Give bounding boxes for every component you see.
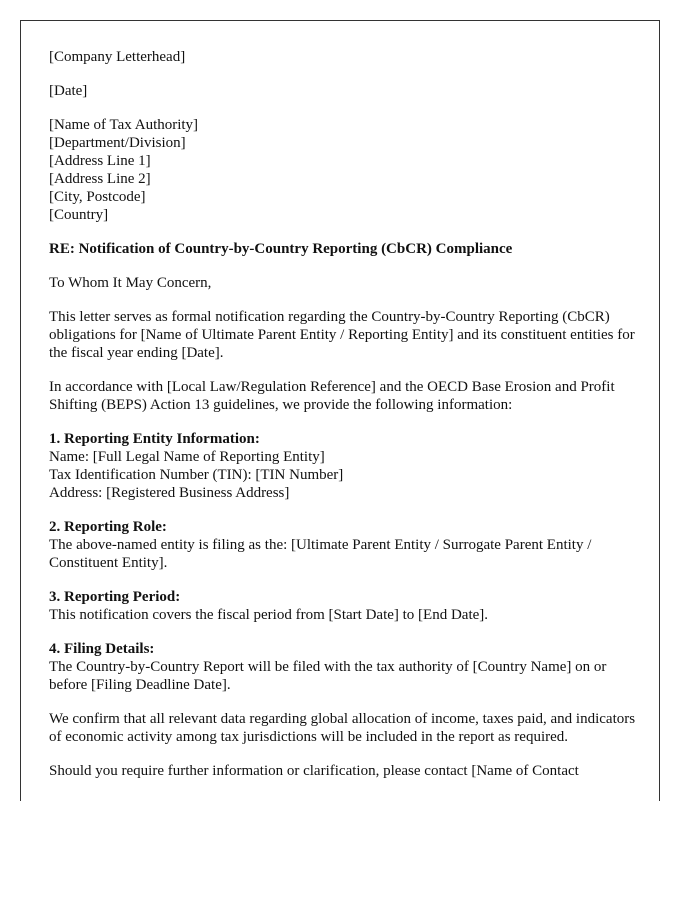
recipient-line: [Name of Tax Authority]: [49, 117, 199, 133]
section-line: Name: [Full Legal Name of Reporting Entity]: [49, 449, 325, 465]
closing-paragraph: Should you require further information or clarification, please contact [Name of Contact: [49, 763, 579, 779]
letter-page: [20, 20, 660, 801]
section-reporting-entity: [49, 430, 639, 502]
intro-paragraph: This letter serves as formal notification regarding the Country-by-Country Reporting (CbCR) obligations for [Name of Ultimate Parent Entity / Reporting Entity] and its constituent entities for the fiscal year ending [Date].: [49, 309, 635, 361]
section-reporting-period: [49, 588, 639, 624]
letterhead: [Company Letterhead]: [49, 49, 186, 65]
salutation: To Whom It May Concern,: [49, 275, 212, 291]
section-line: The above-named entity is filing as the: [Ultimate Parent Entity / Surrogate Parent Entity / Constituent Entity].: [49, 537, 592, 571]
subject-line: RE: Notification of Country-by-Country Reporting (CbCR) Compliance: [49, 241, 513, 257]
section-heading: 4. Filing Details:: [49, 641, 155, 657]
recipient-address: [49, 116, 639, 224]
closing-paragraph: We confirm that all relevant data regarding global allocation of income, taxes paid, and indicators of economic activity among tax jurisdictions will be included in the report as required.: [49, 711, 636, 745]
section-heading: 2. Reporting Role:: [49, 519, 167, 535]
recipient-line: [Address Line 1]: [49, 153, 151, 169]
recipient-line: [Country]: [49, 207, 109, 223]
section-reporting-role: [49, 518, 639, 572]
section-line: The Country-by-Country Report will be filed with the tax authority of [Country Name] on or before [Filing Deadline Date].: [49, 659, 607, 693]
section-line: Address: [Registered Business Address]: [49, 485, 290, 501]
recipient-line: [Department/Division]: [49, 135, 186, 151]
section-heading: 1. Reporting Entity Information:: [49, 431, 260, 447]
letter-content: [49, 48, 639, 796]
letter-date: [Date]: [49, 83, 88, 99]
section-line: Tax Identification Number (TIN): [TIN Number]: [49, 467, 344, 483]
recipient-line: [City, Postcode]: [49, 189, 146, 205]
recipient-line: [Address Line 2]: [49, 171, 151, 187]
section-line: This notification covers the fiscal period from [Start Date] to [End Date].: [49, 607, 489, 623]
intro-paragraph: In accordance with [Local Law/Regulation Reference] and the OECD Base Erosion and Profit Shifting (BEPS) Action 13 guidelines, we provide the following information:: [49, 379, 615, 413]
section-filing-details: [49, 640, 639, 694]
section-heading: 3. Reporting Period:: [49, 589, 181, 605]
